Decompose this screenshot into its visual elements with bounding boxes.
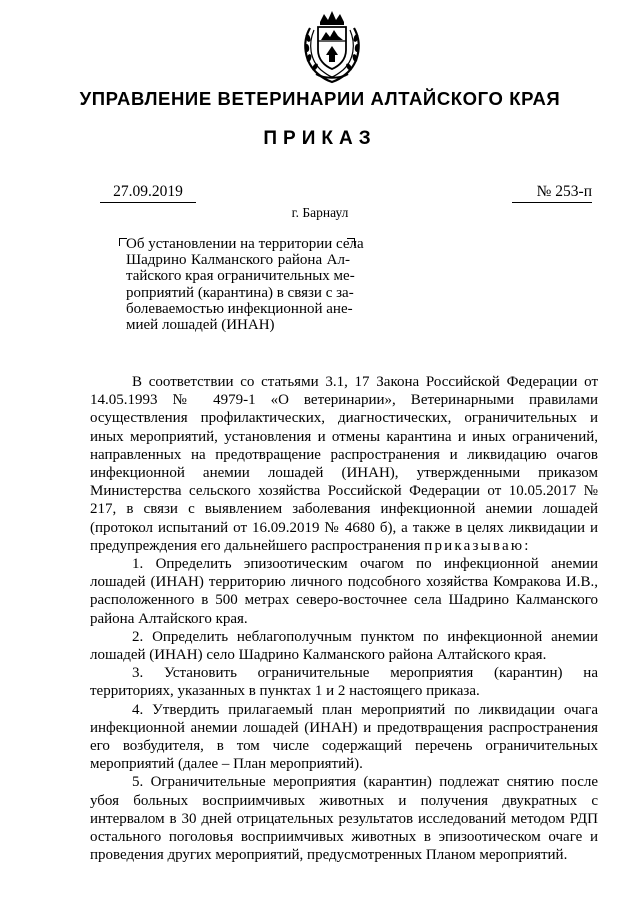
order-city: г. Барнаул — [291, 205, 349, 220]
order-item-4: 4. Утвердить прилагаемый план мероприятий по ликвидации очага инфекционной анемии лошадей (ИНАН) и предотвращения распространения его возбудителя, в том числе содержащий перечень ограничительных мероприятий (далее – План мероприятий). — [90, 701, 598, 773]
order-item-2: 2. Определить неблагополучным пунктом по инфекционной анемии лошадей (ИНАН) село Шадрино Калманского района Алтайского края. — [90, 628, 598, 664]
order-body — [90, 373, 598, 864]
order-number: № 253-п — [512, 183, 592, 203]
preamble-text: В соответствии со статьями 3.1, 17 Закона Российской Федерации от 14.05.1993 № 4979-1 «О ветеринарии», Ветеринарными правилами осуществления профилактических, диагностических, ограничительных и иных мероприятий, установления и отмены карантина и иных ограничений, направленных на предотвращение распространения и ликвидацию очагов инфекционной анемии лошадей (ИНАН), утвержденными приказом Министерства сельского хозяйства Российской Федерации от 10.05.2017 № 217, в связи с выявлением заболевания инфекционной анемии лошадей (протокол испытаний от 16.09.2019 № 4680 б), а также в целях ликвидации и предупреждения его дальнейшего распространения — [90, 374, 598, 554]
organization-title: УПРАВЛЕНИЕ ВЕТЕРИНАРИИ АЛТАЙСКОГО КРАЯ — [79, 88, 561, 109]
altai-krai-coat-of-arms-icon — [296, 8, 368, 84]
subject-line: Шадрино Калманского района Ал- — [126, 252, 350, 269]
document-type: ПРИКАЗ — [263, 128, 377, 149]
order-item-5: 5. Ограничительные мероприятия (карантин) подлежат снятию после убоя больных восприимчивых животных и получения двукратных с интервалом в 30 дней отрицательных результатов исследований методом РДП остального поголовья восприимчивых животных в эпизоотическом очаге и проведения других мероприятий, предусмотренных Планом мероприятий. — [90, 774, 598, 864]
preamble-paragraph — [90, 373, 598, 555]
order-item-3: 3. Установить ограничительные мероприятия (карантин) на территориях, указанных в пунктах 1 и 2 настоящего приказа. — [90, 665, 598, 700]
order-subject — [126, 236, 364, 334]
subject-line: болеваемостью инфекционной ане- — [126, 300, 353, 317]
subject-line: роприятий (карантина) в связи с за- — [126, 284, 354, 301]
order-word: приказываю: — [424, 537, 531, 554]
subject-line: тайского края ограничительных ме- — [126, 268, 355, 285]
subject-line: мией лошадей (ИНАН) — [126, 317, 275, 334]
order-date: 27.09.2019 — [100, 183, 196, 203]
subject-line: Об установлении на территории села — [126, 236, 364, 252]
order-item-1: 1. Определить эпизоотическим очагом по инфекционной анемии лошадей (ИНАН) территорию личного подсобного хозяйства Комракова И.В., расположенного в 500 метрах северо-восточнее села Шадрино Калманского района Алтайского края. — [90, 556, 598, 627]
